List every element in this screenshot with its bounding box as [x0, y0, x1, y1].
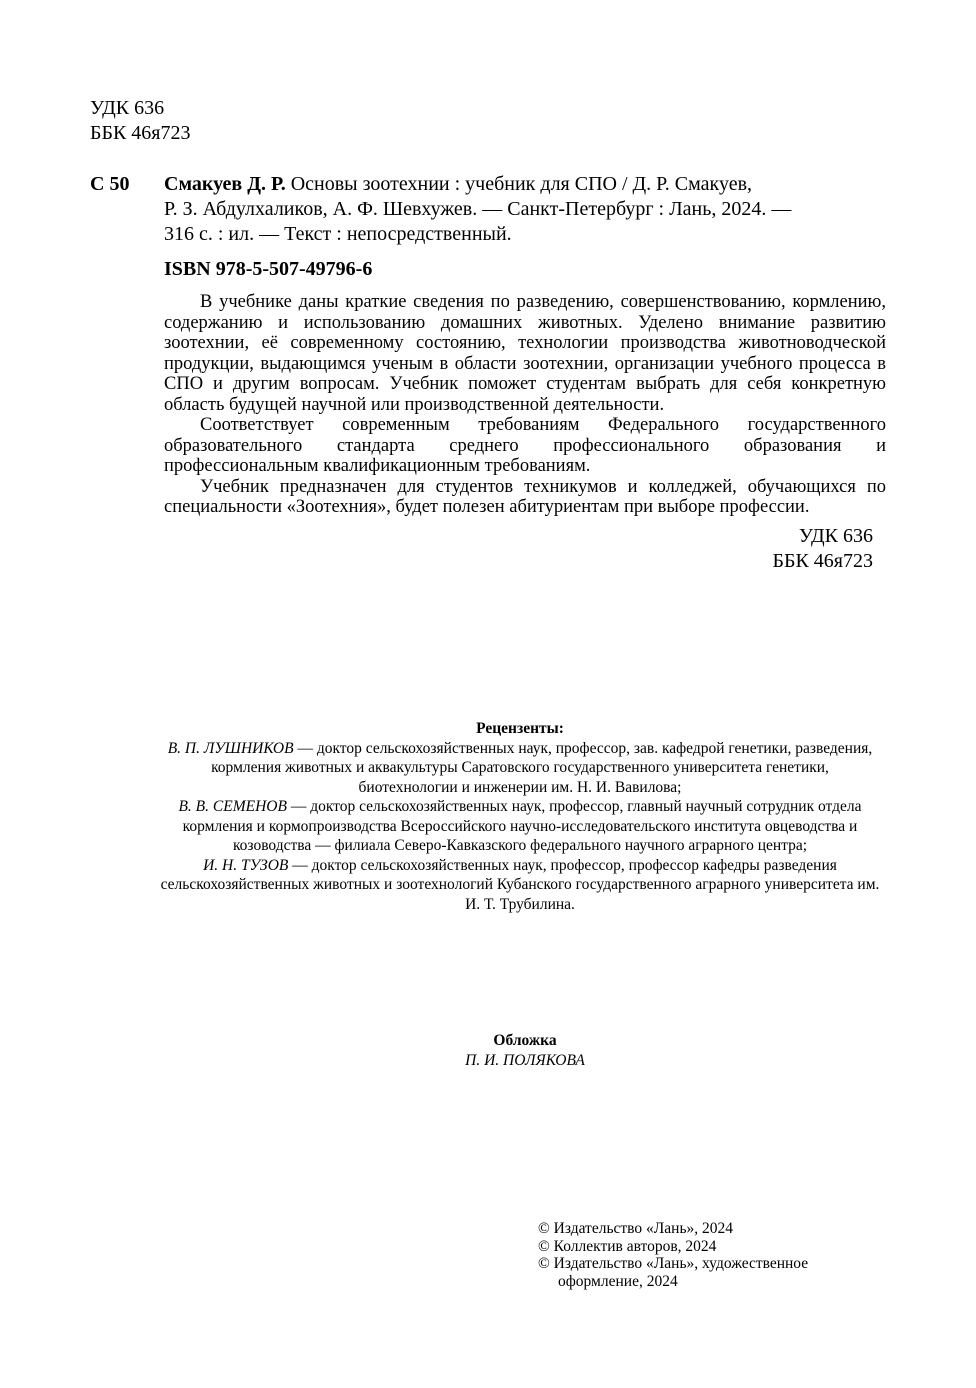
copyright-line: оформление, 2024	[558, 1272, 678, 1290]
copyright-line: © Коллектив авторов, 2024	[538, 1237, 717, 1255]
reviewer-entry	[160, 797, 880, 856]
reviewer-name: И. Н. ТУЗОВ	[203, 856, 289, 874]
reviewer-details: — доктор сельскохозяйственных наук, профессор, главный научный сотрудник отдела кормления и кормопроизводства Всероссийского научно-исследовательского института овцеводства и козоводства — филиала Северо-Кавказского федерального научного аграрного центра;	[182, 798, 862, 854]
abstract-paragraph: Соответствует современным требованиям Федерального государственного образовательного стандарта среднего профессионального образования и профессиональным квалификационным требованиям.	[164, 415, 886, 476]
abstract-paragraph: Учебник предназначен для студентов техникумов и колледжей, обучающихся по специальности «Зоотехния», будет полезен абитуриентам при выборе профессии.	[164, 476, 886, 517]
author-mark: С 50	[90, 173, 130, 195]
classification-top	[90, 96, 191, 146]
bibliographic-record	[164, 172, 886, 247]
pages-line: 316 с. : ил. — Текст : непосредственный.	[164, 223, 512, 245]
reviewer-details: — доктор сельскохозяйственных наук, профессор, зав. кафедрой генетики, разведения, кормления животных и аквакультуры Саратовского государственного университета генетики, биотехнологии и инженерии им. Н. И. Вавилова;	[211, 739, 873, 796]
author-name: Смакуев Д. Р.	[164, 173, 286, 195]
reviewer-name: В. П. ЛУШНИКОВ	[167, 739, 294, 757]
isbn: ISBN 978-5-507-49796-6	[164, 258, 373, 280]
cover-heading: Обложка	[493, 1032, 557, 1049]
authors-publisher-line: Р. З. Абдулхаликов, А. Ф. Шевхужев. — Санкт-Петербург : Лань, 2024. —	[164, 198, 792, 220]
reviewers-heading: Рецензенты:	[476, 720, 564, 737]
reviewer-entry	[160, 856, 880, 915]
cover-credit	[360, 1031, 690, 1071]
classification-bottom	[760, 524, 873, 574]
copyright-line: © Издательство «Лань», художественное	[538, 1255, 809, 1272]
reviewers	[160, 719, 880, 914]
bbk-code: ББК 46я723	[90, 122, 191, 144]
udk-code: УДК 636	[90, 97, 165, 119]
reviewer-entry	[160, 739, 880, 798]
abstract-paragraph: В учебнике даны краткие сведения по разведению, совершенствованию, кормлению, содержанию и использованию домашних животных. Уделено внимание развитию зоотехнии, её современному состоянию, технологии производства животноводческой продукции, выдающимся ученым в области зоотехнии, организации учебного процесса в СПО и другим вопросам. Учебник поможет студентам выбрать для себя конкретную область будущей научной или производственной деятельности.	[164, 292, 886, 415]
reviewer-name: В. В. СЕМЕНОВ	[178, 798, 287, 815]
copyright-block	[538, 1220, 858, 1290]
copyright-line: © Издательство «Лань», 2024	[538, 1220, 734, 1237]
udk-code: УДК 636	[798, 525, 873, 547]
abstract	[164, 292, 886, 518]
bbk-code: ББК 46я723	[772, 550, 873, 572]
title-line: Основы зоотехнии : учебник для СПО / Д. Р. Смакуев,	[285, 173, 753, 195]
cover-designer: П. И. ПОЛЯКОВА	[465, 1052, 585, 1069]
reviewer-details: — доктор сельскохозяйственных наук, профессор, профессор кафедры разведения сельскохозяйственных животных и зоотехнологий Кубанского государственного аграрного университета им. И. Т. Трубилина.	[160, 856, 880, 913]
